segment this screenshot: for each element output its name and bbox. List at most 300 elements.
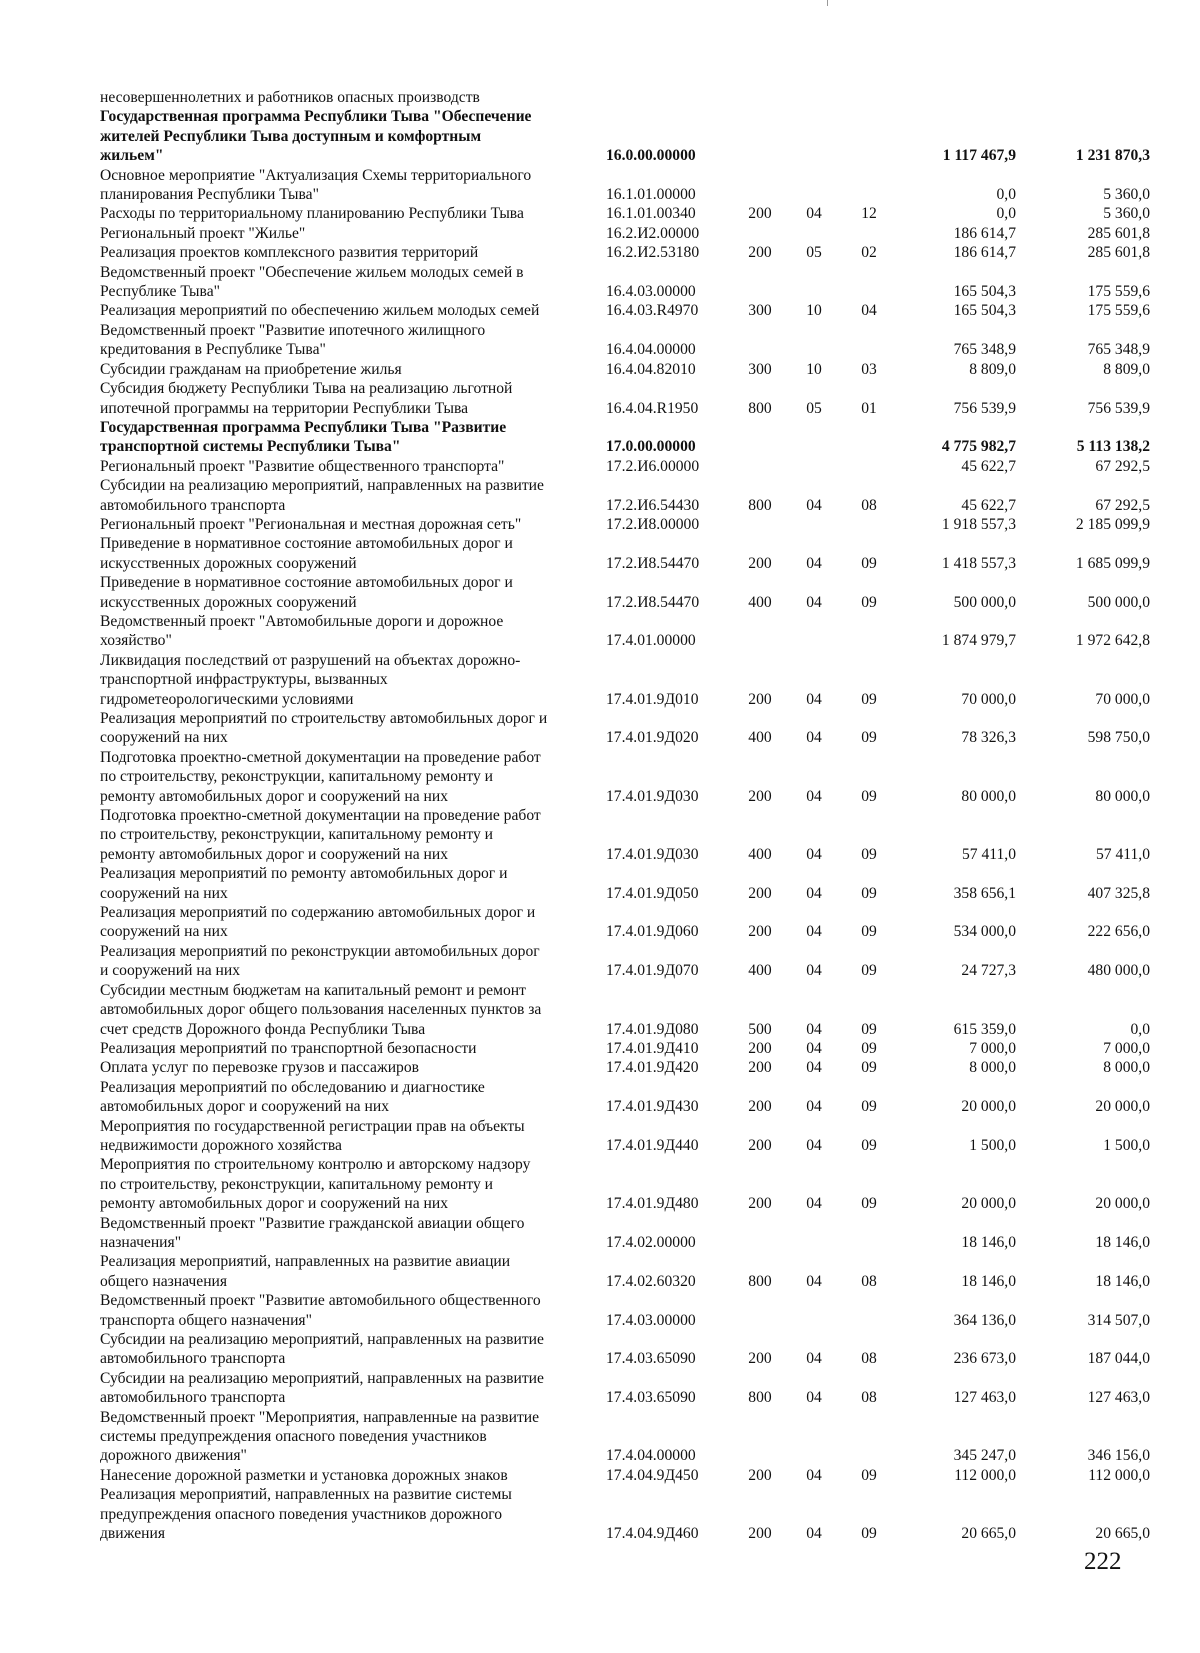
table-row: [100, 1117, 1150, 1156]
expense-type-cell: 200: [748, 1195, 772, 1213]
section-cell: 04: [806, 1059, 822, 1077]
amount-year2-cell: 1 685 099,9: [1075, 554, 1150, 572]
subsection-cell: 09: [861, 1525, 877, 1543]
item-name-line: Приведение в нормативное состояние автомобильных дорог и: [100, 574, 513, 592]
amount-year2-cell: 187 044,0: [1087, 1350, 1150, 1368]
amount-year2-cell: 20 665,0: [1095, 1525, 1150, 1543]
budget-code-cell: 16.4.03.R4970: [606, 302, 699, 320]
expense-type-cell: [732, 166, 788, 205]
table-row: [100, 1291, 1150, 1330]
amount-year1-cell: 78 326,3: [961, 729, 1016, 747]
item-name-line: транспорта общего назначения": [100, 1311, 312, 1329]
item-name-line: Реализация мероприятий по ремонту автомобильных дорог и: [100, 865, 508, 883]
table-row: [100, 515, 1150, 534]
table-row: [100, 942, 1150, 981]
budget-code-cell: 16.2.И2.53180: [606, 244, 700, 262]
item-name-line: недвижимости дорожного хозяйства: [100, 1136, 342, 1154]
item-name-line: по строительству, реконструкции, капитальному ремонту и: [100, 1175, 493, 1193]
subsection-cell: 02: [861, 244, 877, 262]
table-row: [100, 1078, 1150, 1117]
expense-type-cell: 300: [748, 302, 772, 320]
subsection-cell: [840, 166, 898, 205]
item-name-cell: [100, 1117, 606, 1156]
subsection-cell: 09: [861, 787, 877, 805]
amount-year2-cell: 80 000,0: [1095, 787, 1150, 805]
table-row: [100, 1330, 1150, 1369]
section-cell: 04: [806, 496, 822, 514]
section-cell: 05: [806, 244, 822, 262]
subsection-cell: 09: [861, 884, 877, 902]
amount-year2-cell: 70 000,0: [1095, 690, 1150, 708]
amount-year1-cell: 1 874 979,7: [941, 632, 1016, 650]
item-name-cell: [100, 573, 606, 612]
section-cell: 04: [806, 1272, 822, 1290]
item-name-cell: [100, 515, 606, 534]
section-cell: 10: [806, 360, 822, 378]
expense-type-cell: 800: [748, 1272, 772, 1290]
item-name-cell: [100, 263, 606, 302]
amount-year1-cell: 127 463,0: [953, 1389, 1016, 1407]
item-name-line: Субсидия бюджету Республики Тыва на реализацию льготной: [100, 380, 513, 398]
budget-code-cell: 17.4.02.60320: [606, 1272, 696, 1290]
budget-table-body: [100, 88, 1150, 1543]
expense-type-cell: [732, 612, 788, 651]
section-cell: 04: [806, 962, 822, 980]
budget-code-cell: 17.4.03.65090: [606, 1350, 696, 1368]
budget-code-cell: 17.4.04.00000: [606, 1447, 696, 1465]
item-name-line: ремонту автомобильных дорог и сооружений на них: [100, 845, 449, 863]
table-row: [100, 1214, 1150, 1253]
item-name-cell: [100, 942, 606, 981]
amount-year1-cell: 756 539,9: [953, 399, 1016, 417]
table-row: [100, 651, 1150, 709]
item-name-cell: [100, 612, 606, 651]
amount-year1-cell: 364 136,0: [953, 1311, 1016, 1329]
amount-year2-cell: 5 360,0: [1103, 186, 1150, 204]
item-name-line: Региональный проект "Региональная и местная дорожная сеть": [100, 515, 522, 533]
amount-year2-cell: [1036, 88, 1150, 107]
section-cell: [788, 1291, 840, 1330]
expense-type-cell: 200: [748, 1098, 772, 1116]
item-name-line: сооружений на них: [100, 884, 228, 902]
section-cell: [788, 166, 840, 205]
item-name-line: счет средств Дорожного фонда Республики Тыва: [100, 1020, 426, 1038]
expense-type-cell: [732, 1214, 788, 1253]
table-row: [100, 1039, 1150, 1058]
item-name-cell: [100, 1369, 606, 1408]
section-cell: 04: [806, 1020, 822, 1038]
budget-code-cell: 16.0.00.00000: [606, 147, 696, 165]
expense-type-cell: 200: [748, 1059, 772, 1077]
item-name-cell: [100, 748, 606, 806]
expense-type-cell: [732, 107, 788, 165]
amount-year2-cell: 5 113 138,2: [1076, 438, 1150, 456]
item-name-cell: [100, 651, 606, 709]
item-name-cell: [100, 1078, 606, 1117]
expense-type-cell: [732, 263, 788, 302]
item-name-line: Реализация мероприятий, направленных на развитие авиации: [100, 1253, 511, 1271]
budget-table: [100, 88, 1150, 1543]
subsection-cell: 01: [861, 399, 877, 417]
amount-year1-cell: 0,0: [996, 205, 1016, 223]
amount-year2-cell: 285 601,8: [1087, 244, 1150, 262]
budget-code-cell: 17.4.01.9Д030: [606, 787, 699, 805]
item-name-line: Субсидии на реализацию мероприятий, направленных на развитие: [100, 1369, 544, 1387]
subsection-cell: 08: [861, 1389, 877, 1407]
amount-year1-cell: 500 000,0: [953, 593, 1016, 611]
section-cell: [788, 515, 840, 534]
budget-code-cell: 16.4.04.82010: [606, 360, 696, 378]
item-name-line: Ведомственный проект "Развитие автомобильного общественного: [100, 1292, 541, 1310]
expense-type-cell: 800: [748, 399, 772, 417]
item-name-line: жителей Республики Тыва доступным и комфортным: [100, 127, 482, 145]
subsection-cell: 12: [861, 205, 877, 223]
table-row: [100, 806, 1150, 864]
expense-type-cell: [732, 418, 788, 457]
item-name-line: Расходы по территориальному планированию Республики Тыва: [100, 205, 524, 223]
amount-year1-cell: 45 622,7: [961, 457, 1016, 475]
table-row: [100, 418, 1150, 457]
budget-code-cell: 17.2.И6.54430: [606, 496, 700, 514]
section-cell: 04: [806, 884, 822, 902]
item-name-line: Оплата услуг по перевозке грузов и пассажиров: [100, 1059, 420, 1077]
item-name-line: Реализация мероприятий по обеспечению жильем молодых семей: [100, 302, 540, 320]
item-name-line: автомобильных дорог и сооружений на них: [100, 1098, 389, 1116]
table-row: [100, 573, 1150, 612]
subsection-cell: 04: [861, 302, 877, 320]
budget-code-cell: 17.4.01.9Д010: [606, 690, 699, 708]
amount-year1-cell: 615 359,0: [953, 1020, 1016, 1038]
item-name-line: Ликвидация последствий от разрушений на объектах дорожно-: [100, 651, 521, 669]
table-row: [100, 88, 1150, 107]
table-row: [100, 301, 1150, 320]
amount-year2-cell: 7 000,0: [1103, 1039, 1150, 1057]
item-name-line: искусственных дорожных сооружений: [100, 554, 357, 572]
amount-year1-cell: 20 665,0: [961, 1525, 1016, 1543]
item-name-line: и сооружений на них: [100, 962, 241, 980]
subsection-cell: [840, 1291, 898, 1330]
amount-year1-cell: [898, 88, 1036, 107]
item-name-cell: [100, 806, 606, 864]
budget-code-cell: 17.4.01.9Д050: [606, 884, 699, 902]
item-name-line: транспортной инфраструктуры, вызванных: [100, 671, 388, 689]
budget-code-cell: 17.2.И6.00000: [606, 457, 700, 475]
item-name-cell: [100, 1485, 606, 1543]
budget-code-cell: 16.1.01.00000: [606, 186, 696, 204]
item-name-cell: [100, 321, 606, 360]
amount-year1-cell: 165 504,3: [953, 283, 1016, 301]
item-name-cell: [100, 1408, 606, 1466]
section-cell: [788, 1214, 840, 1253]
section-cell: 04: [806, 1195, 822, 1213]
item-name-cell: [100, 981, 606, 1039]
item-name-line: Реализация мероприятий по транспортной безопасности: [100, 1039, 477, 1057]
budget-code-cell: 17.0.00.00000: [606, 438, 696, 456]
table-row: [100, 263, 1150, 302]
amount-year2-cell: 407 325,8: [1087, 884, 1150, 902]
subsection-cell: 09: [861, 729, 877, 747]
section-cell: 04: [806, 1525, 822, 1543]
item-name-line: Мероприятия по государственной регистрации прав на объекты: [100, 1117, 525, 1135]
amount-year1-cell: 20 000,0: [961, 1098, 1016, 1116]
expense-type-cell: 200: [748, 205, 772, 223]
budget-code-cell: 17.4.01.9Д060: [606, 923, 699, 941]
budget-code-cell: 17.4.01.9Д030: [606, 845, 699, 863]
item-name-line: автомобильного транспорта: [100, 1350, 286, 1368]
subsection-cell: [840, 263, 898, 302]
amount-year1-cell: 765 348,9: [953, 341, 1016, 359]
budget-code-cell: 17.4.03.65090: [606, 1389, 696, 1407]
amount-year2-cell: 20 000,0: [1095, 1098, 1150, 1116]
expense-type-cell: 400: [748, 729, 772, 747]
amount-year2-cell: 1 231 870,3: [1075, 147, 1150, 165]
budget-code-cell: 17.4.02.00000: [606, 1233, 696, 1251]
table-row: [100, 903, 1150, 942]
table-row: [100, 360, 1150, 379]
item-name-line: Государственная программа Республики Тыва "Развитие: [100, 418, 507, 436]
item-name-line: Ведомственный проект "Развитие гражданской авиации общего: [100, 1214, 525, 1232]
amount-year2-cell: 67 292,5: [1095, 457, 1150, 475]
section-cell: 04: [806, 923, 822, 941]
section-cell: [788, 612, 840, 651]
item-name-cell: [100, 88, 606, 107]
section-cell: [788, 418, 840, 457]
item-name-cell: [100, 1155, 606, 1213]
item-name-line: движения: [100, 1525, 165, 1543]
amount-year1-cell: 57 411,0: [962, 845, 1016, 863]
subsection-cell: [840, 612, 898, 651]
amount-year2-cell: 285 601,8: [1087, 224, 1150, 242]
item-name-cell: [100, 379, 606, 418]
item-name-cell: [100, 903, 606, 942]
amount-year1-cell: 7 000,0: [969, 1039, 1016, 1057]
amount-year2-cell: 57 411,0: [1096, 845, 1150, 863]
section-cell: [788, 263, 840, 302]
item-name-line: Региональный проект "Жилье": [100, 224, 306, 242]
budget-code-cell: 17.4.01.9Д410: [606, 1039, 699, 1057]
amount-year2-cell: 175 559,6: [1087, 302, 1150, 320]
subsection-cell: 09: [861, 845, 877, 863]
subsection-cell: 09: [861, 1059, 877, 1077]
section-cell: 04: [806, 1350, 822, 1368]
item-name-line: Нанесение дорожной разметки и установка дорожных знаков: [100, 1466, 508, 1484]
expense-type-cell: 200: [748, 244, 772, 262]
budget-code-cell: 17.4.01.9Д440: [606, 1136, 699, 1154]
amount-year2-cell: 20 000,0: [1095, 1195, 1150, 1213]
item-name-line: Подготовка проектно-сметной документации на проведение работ: [100, 807, 541, 825]
expense-type-cell: 400: [748, 845, 772, 863]
item-name-cell: [100, 1291, 606, 1330]
budget-code-cell: 17.4.01.9Д480: [606, 1195, 699, 1213]
table-row: [100, 243, 1150, 262]
item-name-line: ремонту автомобильных дорог и сооружений на них: [100, 1195, 449, 1213]
subsection-cell: [840, 1214, 898, 1253]
budget-code-cell: 17.4.01.9Д430: [606, 1098, 699, 1116]
amount-year1-cell: 80 000,0: [961, 787, 1016, 805]
amount-year2-cell: 314 507,0: [1087, 1311, 1150, 1329]
budget-code-cell: 16.2.И2.00000: [606, 224, 700, 242]
item-name-line: ипотечной программы на территории Республики Тыва: [100, 399, 469, 417]
section-cell: 04: [806, 593, 822, 611]
section-cell: [788, 457, 840, 476]
page-number: 222: [1084, 1548, 1122, 1575]
expense-type-cell: 800: [748, 496, 772, 514]
item-name-line: Приведение в нормативное состояние автомобильных дорог и: [100, 535, 513, 553]
item-name-line: планирования Республики Тыва": [100, 186, 319, 204]
table-row: [100, 204, 1150, 223]
section-cell: 04: [806, 554, 822, 572]
item-name-line: несовершеннолетних и работников опасных производств: [100, 89, 480, 106]
expense-type-cell: 200: [748, 1039, 772, 1057]
subsection-cell: 09: [861, 593, 877, 611]
item-name-line: сооружений на них: [100, 923, 228, 941]
budget-code-cell: 17.4.03.00000: [606, 1311, 696, 1329]
subsection-cell: [840, 1408, 898, 1466]
table-row: [100, 748, 1150, 806]
section-cell: [788, 321, 840, 360]
item-name-line: Реализация мероприятий по строительству автомобильных дорог и: [100, 710, 548, 727]
item-name-line: хозяйство": [100, 632, 172, 650]
item-name-cell: [100, 301, 606, 320]
amount-year1-cell: 18 146,0: [961, 1272, 1016, 1290]
subsection-cell: [840, 457, 898, 476]
item-name-cell: [100, 1039, 606, 1058]
budget-code-cell: 16.4.03.00000: [606, 283, 696, 301]
section-cell: 04: [806, 690, 822, 708]
item-name-cell: [100, 1330, 606, 1369]
subsection-cell: [840, 224, 898, 243]
budget-code-cell: 16.1.01.00340: [606, 205, 696, 223]
subsection-cell: [840, 418, 898, 457]
expense-type-cell: [732, 88, 788, 107]
section-cell: 04: [806, 1136, 822, 1154]
subsection-cell: [840, 107, 898, 165]
subsection-cell: [840, 515, 898, 534]
subsection-cell: 08: [861, 1272, 877, 1290]
item-name-line: назначения": [100, 1233, 182, 1251]
amount-year2-cell: 175 559,6: [1087, 283, 1150, 301]
table-row: [100, 1466, 1150, 1485]
table-row: [100, 107, 1150, 165]
item-name-line: Реализация мероприятий по обследованию и диагностике: [100, 1078, 485, 1096]
expense-type-cell: 200: [748, 787, 772, 805]
item-name-line: Субсидии на реализацию мероприятий, направленных на развитие: [100, 477, 544, 495]
expense-type-cell: 200: [748, 554, 772, 572]
item-name-line: ремонту автомобильных дорог и сооружений на них: [100, 787, 449, 805]
table-row: [100, 379, 1150, 418]
item-name-line: искусственных дорожных сооружений: [100, 593, 357, 611]
expense-type-cell: [732, 1408, 788, 1466]
section-cell: [788, 88, 840, 107]
table-row: [100, 709, 1150, 748]
table-row: [100, 1155, 1150, 1213]
item-name-cell: [100, 1466, 606, 1485]
budget-code-cell: 17.4.01.9Д020: [606, 729, 699, 747]
section-cell: 05: [806, 399, 822, 417]
expense-type-cell: [732, 1291, 788, 1330]
amount-year1-cell: 70 000,0: [961, 690, 1016, 708]
budget-code-cell: 17.4.01.00000: [606, 632, 696, 650]
expense-type-cell: 200: [748, 690, 772, 708]
amount-year2-cell: 2 185 099,9: [1075, 515, 1150, 533]
amount-year1-cell: 236 673,0: [953, 1350, 1016, 1368]
item-name-cell: [100, 360, 606, 379]
item-name-cell: [100, 243, 606, 262]
item-name-cell: [100, 864, 606, 903]
amount-year1-cell: 186 614,7: [953, 224, 1016, 242]
item-name-cell: [100, 457, 606, 476]
subsection-cell: 09: [861, 923, 877, 941]
item-name-line: сооружений на них: [100, 729, 228, 747]
section-cell: 04: [806, 729, 822, 747]
amount-year1-cell: 534 000,0: [953, 923, 1016, 941]
item-name-line: Региональный проект "Развитие общественного транспорта": [100, 457, 505, 475]
amount-year2-cell: 0,0: [1130, 1020, 1150, 1038]
item-name-cell: [100, 534, 606, 573]
item-name-cell: [100, 709, 606, 748]
item-name-line: по строительству, реконструкции, капитальному ремонту и: [100, 826, 493, 844]
subsection-cell: [840, 88, 898, 107]
expense-type-cell: 400: [748, 962, 772, 980]
item-name-line: Реализация проектов комплексного развития территорий: [100, 244, 479, 262]
expense-type-cell: [732, 515, 788, 534]
amount-year1-cell: 345 247,0: [953, 1447, 1016, 1465]
item-name-line: автомобильных дорог общего пользования населенных пунктов за: [100, 1001, 542, 1019]
item-name-line: Республике Тыва": [100, 283, 220, 301]
amount-year2-cell: 765 348,9: [1087, 341, 1150, 359]
section-cell: 04: [806, 1039, 822, 1057]
item-name-line: Реализация мероприятий, направленных на развитие системы: [100, 1486, 512, 1504]
subsection-cell: 09: [861, 690, 877, 708]
item-name-line: системы предупреждения опасного поведения участников: [100, 1428, 487, 1446]
expense-type-cell: 500: [748, 1020, 772, 1038]
expense-type-cell: [732, 224, 788, 243]
expense-type-cell: 200: [748, 1466, 772, 1484]
amount-year2-cell: 1 500,0: [1103, 1136, 1150, 1154]
budget-code-cell: [606, 88, 732, 107]
section-cell: 04: [806, 1466, 822, 1484]
amount-year2-cell: 346 156,0: [1087, 1447, 1150, 1465]
section-cell: 04: [806, 205, 822, 223]
item-name-line: общего назначения: [100, 1272, 228, 1290]
amount-year1-cell: 8 000,0: [969, 1059, 1016, 1077]
section-cell: [788, 107, 840, 165]
budget-code-cell: 17.4.01.9Д420: [606, 1059, 699, 1077]
amount-year1-cell: 20 000,0: [961, 1195, 1016, 1213]
item-name-cell: [100, 166, 606, 205]
item-name-line: по строительству, реконструкции, капитальному ремонту и: [100, 768, 493, 786]
section-cell: 10: [806, 302, 822, 320]
amount-year2-cell: 500 000,0: [1087, 593, 1150, 611]
amount-year2-cell: 8 000,0: [1103, 1059, 1150, 1077]
amount-year2-cell: 480 000,0: [1087, 962, 1150, 980]
item-name-line: дорожного движения": [100, 1447, 247, 1465]
item-name-line: гидрометеорологическими условиями: [100, 690, 354, 708]
amount-year1-cell: 18 146,0: [961, 1233, 1016, 1251]
expense-type-cell: 800: [748, 1389, 772, 1407]
scan-mark: [827, 0, 828, 6]
subsection-cell: 03: [861, 360, 877, 378]
table-row: [100, 1252, 1150, 1291]
table-row: [100, 1408, 1150, 1466]
expense-type-cell: 200: [748, 923, 772, 941]
amount-year2-cell: 8 809,0: [1103, 360, 1150, 378]
item-name-cell: [100, 224, 606, 243]
expense-type-cell: [732, 321, 788, 360]
item-name-line: Ведомственный проект "Мероприятия, направленные на развитие: [100, 1408, 540, 1426]
subsection-cell: 09: [861, 1136, 877, 1154]
item-name-line: автомобильного транспорта: [100, 496, 286, 514]
